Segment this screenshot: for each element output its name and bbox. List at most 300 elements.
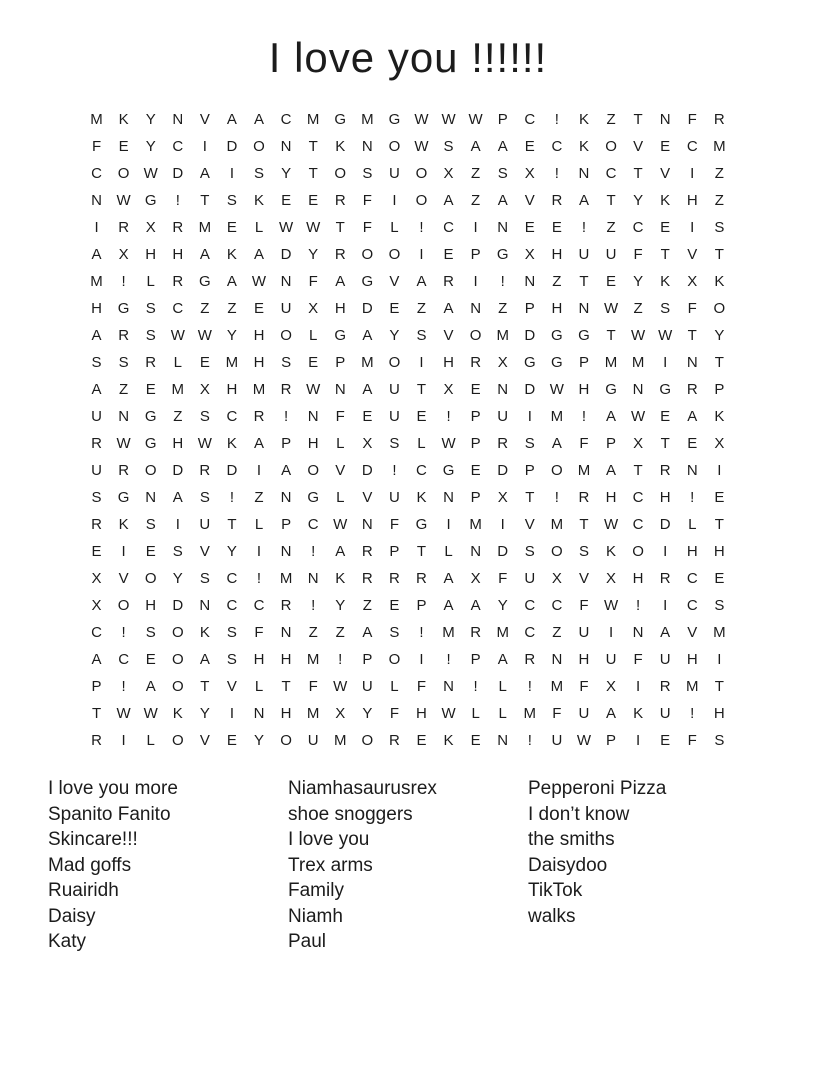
grid-cell: K [660,273,671,290]
grid-cell: N [578,165,590,182]
grid-cell: R [443,273,454,290]
grid-cell: C [416,462,427,479]
grid-cell: H [145,246,157,263]
grid-cell: ! [446,651,451,668]
grid-cell: R [416,570,427,587]
grid-cell: Y [497,597,508,614]
grid-cell: T [633,165,643,182]
grid-cell: A [91,381,102,398]
grid-cell: V [199,111,210,128]
grid-row [83,700,733,727]
grid-cell: E [687,435,698,452]
grid-cell: S [226,624,237,641]
grid-cell: W [631,408,646,425]
grid-cell: A [470,597,481,614]
grid-cell: H [226,381,238,398]
grid-cell: N [199,597,211,614]
grid-cell: O [551,543,563,560]
grid-row [83,565,733,592]
grid-cell: F [254,624,264,641]
grid-cell: P [524,462,535,479]
grid-cell: I [473,273,478,290]
grid-cell: L [146,273,155,290]
grid-cell: W [306,219,321,236]
grid-cell: N [280,489,292,506]
grid-cell: W [333,678,348,695]
grid-cell: R [659,462,671,479]
grid-cell: Z [471,192,481,209]
grid-cell: G [144,408,157,425]
grid-cell: X [606,678,617,695]
grid-cell: U [524,570,536,587]
grid-cell: L [308,327,318,344]
grid-cell: D [497,462,509,479]
grid-cell: V [687,624,698,641]
grid-cell: M [496,327,509,344]
grid-cell: C [172,300,184,317]
grid-row [83,322,733,349]
grid-cell: F [633,246,643,263]
grid-cell: ! [527,732,532,749]
grid-cell: K [578,111,589,128]
grid-cell: A [91,246,102,263]
grid-cell: R [253,408,265,425]
grid-cell: S [91,489,102,506]
grid-cell: W [441,111,456,128]
grid-cell: S [226,651,237,668]
grid-cell: X [497,354,508,371]
grid-cell: E [443,246,454,263]
grid-cell: C [524,597,536,614]
grid-cell: W [468,111,483,128]
grid-cell: V [362,489,373,506]
grid-cell: V [443,327,454,344]
word-list-item: Niamhasaurusrex [288,778,437,799]
grid-cell: X [633,435,644,452]
grid-row [83,646,733,673]
grid-cell: A [199,165,210,182]
grid-cell: S [524,543,535,560]
grid-cell: U [388,408,400,425]
grid-cell: W [603,597,619,614]
grid-cell: A [687,408,698,425]
grid-cell: Y [362,705,373,722]
grid-cell: F [91,138,102,155]
grid-cell: W [603,516,619,533]
grid-cell: S [172,543,183,560]
grid-cell: N [470,300,482,317]
grid-cell: U [199,516,211,533]
grid-cell: F [335,408,345,425]
grid-cell: C [172,138,184,155]
grid-cell: C [91,165,102,182]
grid-cell: R [118,462,130,479]
grid-cell: T [714,516,724,533]
grid-cell: N [91,192,102,209]
grid-cell: R [470,624,482,641]
grid-cell: L [254,516,264,533]
grid-cell: W [549,381,564,398]
grid-cell: I [636,678,641,695]
grid-cell: H [280,651,292,668]
grid-cell: A [362,624,373,641]
grid-cell: E [660,408,671,425]
grid-cell: A [199,246,210,263]
grid-cell: Z [335,624,345,641]
word-list [48,776,816,955]
grid-cell: G [334,327,347,344]
grid-cell: A [470,138,481,155]
grid-cell: Y [199,705,210,722]
word-list-column [528,776,768,955]
grid-cell: X [687,273,698,290]
grid-cell: E [470,732,481,749]
grid-cell: A [497,138,508,155]
grid-cell: O [469,327,482,344]
grid-cell: S [145,327,156,344]
grid-cell: L [417,435,426,452]
grid-cell: I [608,624,614,641]
grid-cell: M [333,732,347,749]
grid-cell: ! [446,408,451,425]
word-list-item: Ruairidh [48,880,119,901]
grid-cell: H [659,489,671,506]
grid-cell: E [308,354,319,371]
grid-cell: X [524,246,535,263]
grid-cell: D [361,462,373,479]
grid-cell: I [690,165,695,182]
grid-cell: T [660,246,670,263]
grid-cell: R [280,381,292,398]
grid-cell: I [527,408,532,425]
grid-cell: N [307,570,319,587]
grid-cell: T [525,489,535,506]
grid-cell: A [226,111,237,128]
grid-cell: M [550,678,564,695]
grid-cell: O [171,732,184,749]
grid-cell: S [714,219,725,236]
grid-cell: S [443,138,454,155]
word-list-item: I love you more [48,778,178,799]
grid-cell: X [443,165,454,182]
grid-cell: C [524,624,536,641]
grid-cell: O [171,678,184,695]
grid-cell: W [116,192,131,209]
grid-cell: G [144,192,157,209]
grid-cell: L [173,354,182,371]
grid-cell: C [280,111,292,128]
grid-cell: I [202,138,207,155]
grid-cell: R [713,111,725,128]
grid-cell: S [199,570,210,587]
grid-cell: M [713,138,726,155]
grid-cell: ! [554,165,559,182]
grid-cell: T [714,354,724,371]
grid-cell: C [632,516,644,533]
grid-cell: Y [254,732,265,749]
grid-cell: P [606,732,617,749]
grid-cell: K [416,489,427,506]
grid-cell: C [443,219,454,236]
grid-cell: Z [471,165,481,182]
grid-cell: A [416,273,427,290]
grid-cell: Z [200,300,210,317]
grid-cell: N [361,516,373,533]
grid-cell: A [145,678,156,695]
grid-row [83,349,733,376]
grid-cell: H [145,597,157,614]
grid-cell: U [361,678,373,695]
grid-cell: O [605,138,617,155]
grid-cell: S [91,354,102,371]
grid-cell: S [578,543,589,560]
grid-cell: P [606,435,617,452]
grid-cell: ! [121,678,126,695]
grid-cell: O [551,462,563,479]
grid-cell: N [632,624,644,641]
grid-cell: Z [606,111,616,128]
grid-cell: ! [473,678,478,695]
grid-cell: I [446,516,451,533]
grid-cell: L [498,678,507,695]
grid-cell: V [199,732,210,749]
grid-cell: H [686,651,698,668]
grid-cell: O [388,246,401,263]
grid-cell: F [633,651,643,668]
grid-cell: Y [308,246,319,263]
grid-cell: C [524,111,536,128]
grid-cell: V [199,543,210,560]
grid-cell: O [632,543,644,560]
grid-cell: Y [226,543,237,560]
grid-cell: Z [227,300,237,317]
grid-cell: R [334,192,346,209]
grid-cell: O [415,192,428,209]
grid-row [83,241,733,268]
grid-cell: N [172,111,184,128]
grid-cell: S [281,354,292,371]
grid-cell: M [90,273,103,290]
grid-cell: S [199,489,210,506]
grid-cell: W [658,327,673,344]
grid-row [83,457,733,484]
grid-cell: R [145,354,157,371]
grid-cell: A [254,435,265,452]
grid-cell: G [307,489,319,506]
grid-cell: O [144,570,157,587]
grid-cell: F [308,678,318,695]
grid-cell: N [280,543,292,560]
grid-cell: U [605,246,617,263]
grid-cell: W [197,435,212,452]
grid-cell: F [389,516,399,533]
grid-cell: A [443,597,454,614]
grid-cell: Z [173,408,183,425]
grid-cell: T [633,111,643,128]
grid-cell: T [606,327,616,344]
grid-cell: P [389,543,400,560]
grid-cell: A [91,327,102,344]
grid-cell: ! [229,489,235,506]
grid-cell: R [118,327,130,344]
grid-cell: T [200,192,210,209]
grid-cell: S [660,300,671,317]
grid-cell: H [605,489,617,506]
grid-cell: H [307,435,319,452]
grid-cell: P [416,597,427,614]
grid-cell: K [633,705,644,722]
puzzle-title: I love you !!!!!! [268,34,548,81]
grid-cell: U [578,624,590,641]
word-list-column [288,776,528,955]
grid-cell: H [578,651,590,668]
grid-cell: O [388,651,401,668]
word-list-item: TikTok [528,880,583,901]
grid-cell: O [713,300,726,317]
grid-cell: E [91,543,102,560]
grid-cell: R [118,219,130,236]
grid-cell: E [389,300,400,317]
grid-cell: D [659,516,671,533]
grid-cell: W [414,111,429,128]
grid-cell: Z [119,381,129,398]
grid-cell: F [416,678,427,695]
grid-cell: P [578,354,589,371]
grid-cell: E [660,138,671,155]
grid-cell: P [470,246,481,263]
grid-cell: G [659,381,672,398]
grid-cell: C [686,138,698,155]
grid-cell: I [256,462,262,479]
grid-cell: C [91,624,102,641]
grid-cell: ! [581,408,587,425]
grid-cell: H [686,543,698,560]
grid-cell: I [636,732,641,749]
grid-cell: X [199,381,210,398]
grid-cell: I [419,246,424,263]
grid-cell: U [659,705,671,722]
grid-cell: E [308,192,319,209]
grid-cell: W [197,327,212,344]
grid-cell: M [361,354,374,371]
grid-cell: C [551,597,563,614]
grid-cell: ! [284,408,289,425]
grid-cell: M [306,705,320,722]
word-list-item: Family [288,880,344,901]
grid-cell: ! [690,489,695,506]
grid-cell: M [442,624,455,641]
grid-row [83,538,733,565]
grid-cell: I [229,705,235,722]
grid-cell: S [389,435,400,452]
grid-cell: I [256,543,262,560]
grid-cell: F [498,570,508,587]
grid-cell: N [118,408,130,425]
grid-cell: S [145,300,156,317]
grid-cell: ! [121,624,126,641]
grid-cell: A [660,624,671,641]
grid-cell: I [663,354,668,371]
grid-cell: E [145,651,156,668]
grid-row [83,484,733,511]
grid-cell: O [388,354,401,371]
word-list-item: I don’t know [528,803,630,825]
grid-cell: R [361,570,373,587]
grid-cell: E [199,354,210,371]
grid-cell: S [416,327,427,344]
grid-cell: M [496,624,509,641]
grid-cell: C [226,570,238,587]
grid-cell: W [333,516,348,533]
grid-cell: G [144,435,157,452]
grid-cell: E [226,219,237,236]
grid-cell: L [688,516,697,533]
grid-cell: H [443,354,454,371]
grid-row [83,376,733,403]
grid-cell: E [660,219,671,236]
grid-cell: L [498,705,507,722]
grid-cell: U [91,462,102,479]
grid-cell: G [388,111,401,128]
grid-cell: A [172,489,183,506]
grid-cell: K [226,435,237,452]
grid-cell: R [91,732,102,749]
grid-cell: R [361,543,373,560]
word-list-item: Pepperoni Pizza [528,778,667,799]
grid-cell: O [144,462,157,479]
grid-cell: ! [311,543,316,560]
grid-cell: N [497,381,509,398]
grid-cell: I [500,516,505,533]
grid-cell: W [116,705,131,722]
grid-cell: I [175,516,180,533]
grid-cell: G [117,489,130,506]
grid-cell: O [117,597,130,614]
grid-cell: F [389,705,399,722]
grid-cell: M [306,111,320,128]
grid-cell: P [470,435,481,452]
grid-cell: N [497,732,509,749]
grid-cell: S [254,165,265,182]
grid-cell: A [606,705,617,722]
grid-cell: G [605,381,617,398]
grid-cell: ! [311,597,316,614]
grid-cell: V [226,678,237,695]
grid-cell: O [280,327,292,344]
grid-cell: A [335,543,346,560]
grid-cell: R [497,435,509,452]
grid-cell: G [551,327,563,344]
grid-cell: H [253,327,265,344]
grid-cell: P [281,435,292,452]
grid-cell: V [335,462,346,479]
grid-cell: O [415,165,428,182]
grid-cell: M [523,705,537,722]
grid-cell: C [632,219,644,236]
grid-cell: H [416,705,427,722]
grid-cell: M [469,516,482,533]
grid-cell: O [171,651,184,668]
grid-cell: P [497,111,508,128]
grid-cell: C [632,489,644,506]
grid-cell: S [389,624,400,641]
grid-cell: I [419,651,424,668]
grid-cell: I [121,732,126,749]
grid-cell: C [605,165,617,182]
grid-row [83,511,733,538]
grid-cell: N [334,381,346,398]
grid-cell: I [717,462,722,479]
